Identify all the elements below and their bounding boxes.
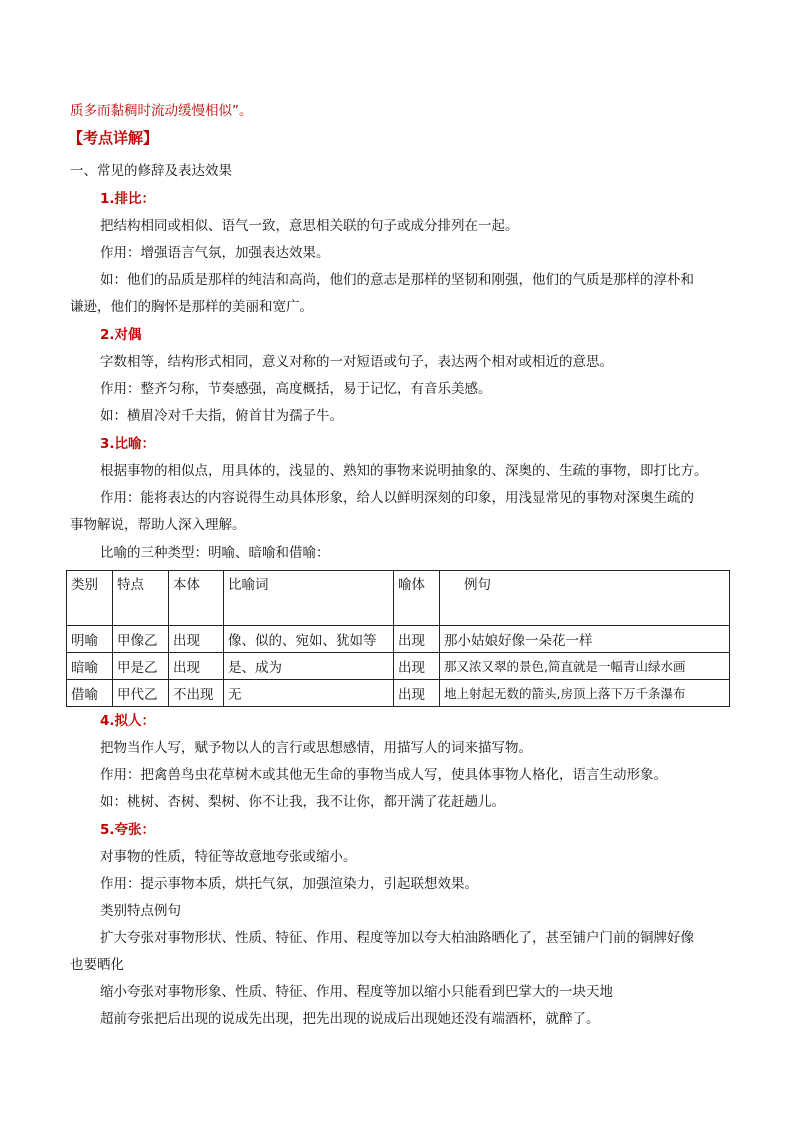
table-cell: 无 [224,680,394,707]
table-cell: 明喻 [67,626,113,653]
hyperbole-enlarge-line1: 扩大夸张对事物形状、性质、特征、作用、程度等加以夸大柏油路晒化了，甚至铺户门前的铜牌好像 [100,930,694,946]
table-header-cell: 比喻词 [224,571,394,626]
table-row [67,626,730,653]
parallelism-title: 1.排比： [100,191,156,207]
metaphor-types-table [66,570,730,707]
table-cell: 甲像乙 [113,626,169,653]
table-row [67,680,730,707]
hyperbole-advance: 超前夸张把后出现的说成先出现，把先出现的说成后出现她还没有端酒杯，就醉了。 [100,1011,600,1027]
personification-effect: 作用：把禽兽鸟虫花草树木或其他无生命的事物当成人写，使具体事物人格化，语言生动形象。 [100,767,667,783]
hyperbole-enlarge-line2: 也要晒化 [70,957,124,973]
table-cell: 像、似的、宛如、犹如等 [224,626,394,653]
metaphor-types-intro: 比喻的三种类型：明喻、暗喻和借喻： [100,545,330,561]
personification-title: 4.拟人： [100,713,156,729]
table-cell: 不出现 [169,680,224,707]
table-header-cell: 例句 [440,571,730,626]
hyperbole-title: 5.夸张： [100,822,156,838]
table-cell: 出现 [394,653,440,680]
table-header-row [67,571,730,626]
table-header-cell: 喻体 [394,571,440,626]
parallelism-effect: 作用：增强语言气氛，加强表达效果。 [100,245,330,261]
table-cell: 出现 [169,653,224,680]
metaphor-effect-line1: 作用：能将表达的内容说得生动具体形象，给人以鲜明深刻的印象，用浅显常见的事物对深奥生疏的 [100,490,694,506]
heading-rhetoric: 一、常见的修辞及表达效果 [70,163,232,179]
hyperbole-effect: 作用：提示事物本质，烘托气氛，加强渲染力，引起联想效果。 [100,876,478,892]
antithesis-example: 如：横眉冷对千夫指，俯首甘为孺子牛。 [100,408,343,424]
personification-example: 如：桃树、杏树、梨树、你不让我，我不让你，都开满了花赶趟儿。 [100,794,505,810]
table-cell: 出现 [394,680,440,707]
antithesis-effect: 作用：整齐匀称，节奏感强，高度概括，易于记忆，有音乐美感。 [100,381,492,397]
table-cell: 出现 [169,626,224,653]
section-title: 【考点详解】 [68,129,159,147]
table-cell: 甲代乙 [113,680,169,707]
table-cell: 那小姑娘好像一朵花一样 [440,626,730,653]
table-row [67,653,730,680]
hyperbole-definition: 对事物的性质，特征等故意地夸张或缩小。 [100,849,357,865]
table-cell: 是、成为 [224,653,394,680]
parallelism-example-line2: 谦逊，他们的胸怀是那样的美丽和宽广。 [70,299,313,315]
hyperbole-shrink: 缩小夸张对事物形象、性质、特征、作用、程度等加以缩小只能看到巴掌大的一块天地 [100,984,613,1000]
personification-definition: 把物当作人写，赋予物以人的言行或思想感情，用描写人的词来描写物。 [100,740,532,756]
intro-tail-text: 质多而黏稠时流动缓慢相似”。 [70,103,253,119]
table-header-cell: 特点 [113,571,169,626]
metaphor-title: 3.比喻： [100,436,156,452]
table-cell: 暗喻 [67,653,113,680]
hyperbole-types-header: 类别特点例句 [100,903,181,919]
parallelism-definition: 把结构相同或相似、语气一致，意思相关联的句子或成分排列在一起。 [100,218,519,234]
antithesis-definition: 字数相等，结构形式相同，意义对称的一对短语或句子，表达两个相对或相近的意思。 [100,354,613,370]
metaphor-effect-line2: 事物解说，帮助人深入理解。 [70,517,246,533]
metaphor-definition: 根据事物的相似点，用具体的，浅显的、熟知的事物来说明抽象的、深奥的、生疏的事物，即打比方。 [100,463,708,479]
table-cell: 地上射起无数的箭头,房顶上落下万千条瀑布 [440,680,730,707]
table-cell: 借喻 [67,680,113,707]
table-cell: 出现 [394,626,440,653]
table-cell: 甲是乙 [113,653,169,680]
table-header-cell: 本体 [169,571,224,626]
table-cell: 那又浓又翠的景色,简直就是一幅青山绿水画 [440,653,730,680]
parallelism-example-line1: 如：他们的品质是那样的纯洁和高尚，他们的意志是那样的坚韧和刚强，他们的气质是那样的淳朴和 [100,272,694,288]
table-header-cell: 类别 [67,571,113,626]
antithesis-title: 2.对偶 [100,327,142,343]
